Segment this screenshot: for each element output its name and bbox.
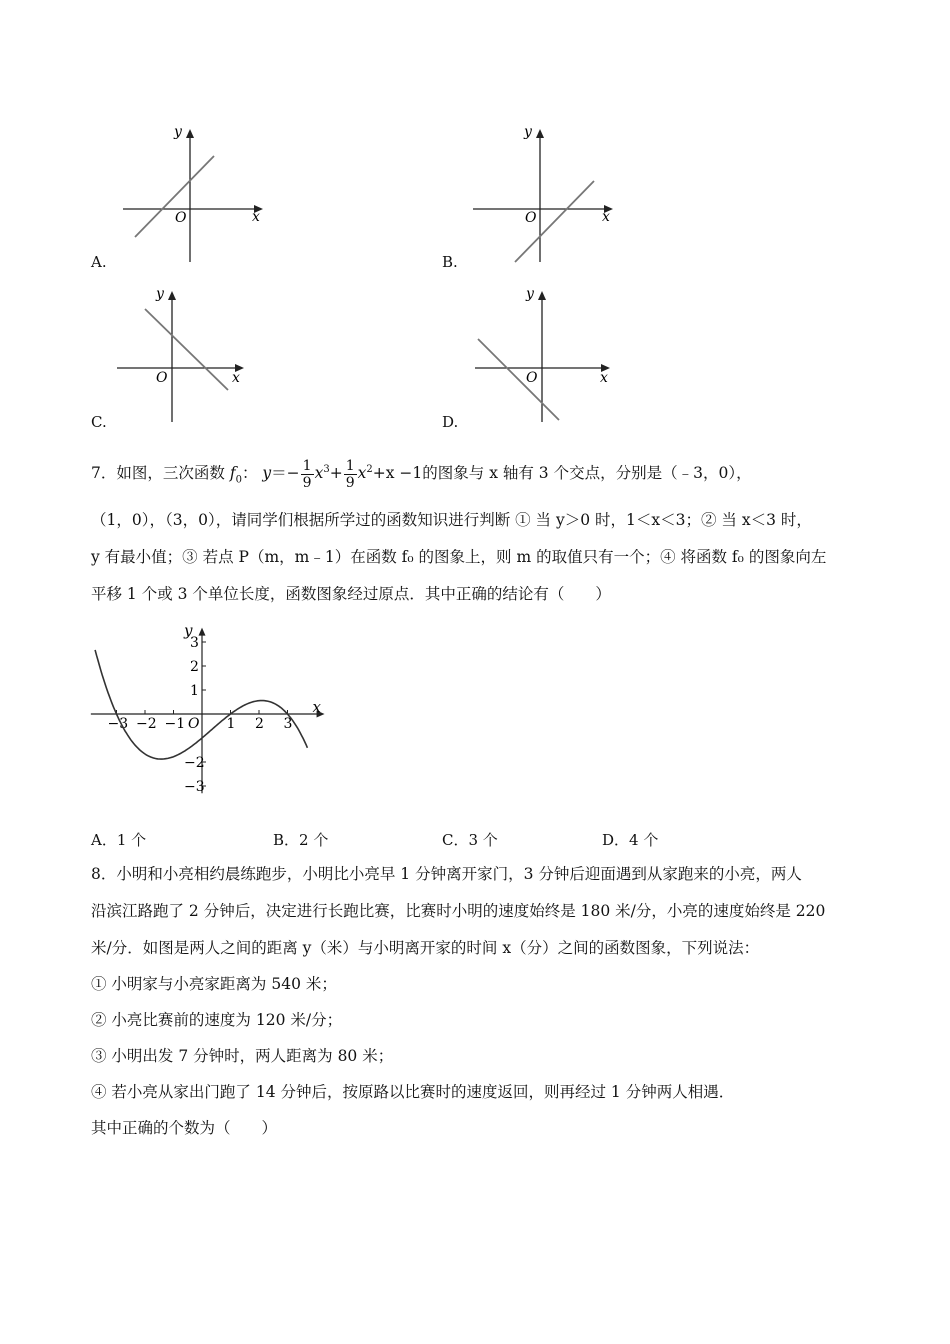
frac-numerator: 1 [345,457,355,474]
y-tick-label: −3 [184,779,205,795]
x-axis-label: x [252,209,260,225]
q6-label-a: A. [91,253,107,271]
q8-statement-3: ③ 小明出发 7 分钟时，两人距离为 80 米； [91,1047,394,1065]
frac-numerator: 1 [302,457,312,474]
x-tick-label: 2 [255,716,264,732]
q7-colon: ： [241,464,258,483]
frac-denominator: 9 [302,474,312,491]
q7-chart-svg [86,610,336,800]
q8-line-2: 沿滨江路跑了 2 分钟后，决定进行长跑比赛，比赛时小明的速度始终是 180 米/分，小亮的速度始终是 220 [91,902,826,920]
q7-x2: x [357,464,367,483]
y-axis-label: y [174,124,182,140]
y-tick-label: 2 [190,659,199,675]
q7-x3: x [314,464,324,483]
q6-graph-d [470,282,620,427]
y-axis-arrow [199,628,206,636]
x-axis-label: x [312,698,322,716]
q6-label-d: D. [442,413,459,431]
origin-label: O [156,370,168,386]
q7-option-b: B．2 个 [273,831,329,849]
y-axis-label: y [156,286,164,302]
q7-eq-tail: +x −1 [372,464,423,483]
q7-option-a: A．1 个 [91,831,147,849]
q7-plus: + [329,464,343,483]
q7-frac-1 [301,458,314,491]
x-tick-label: −1 [164,716,186,732]
q7-eq-y: y [262,464,272,483]
q6-option-b [468,120,618,270]
q6-option-c [112,282,262,427]
q6-graph-a [118,120,268,270]
y-axis-label: y [184,621,193,640]
origin-label: O [526,370,538,386]
x-axis-label: x [600,370,608,386]
q7-f0-sub: 0 [235,474,242,486]
x-tick-label: −3 [107,716,129,732]
y-tick-label: 1 [190,683,199,699]
origin-label: O [525,210,537,226]
q8-line-3: 米/分．如图是两人之间的距离 y（米）与小明离开家的时间 x（分）之间的函数图象，下列说法： [91,939,760,957]
q7-x3-sup: 3 [323,464,330,475]
x-tick-label: 3 [283,716,293,732]
origin-label: O [175,210,187,226]
q8-statement-1: ① 小明家与小亮家距离为 540 米； [91,975,337,993]
q7-frac-2 [344,458,357,491]
q7-option-d: D．4 个 [602,831,659,849]
q6-graph-c [112,282,262,427]
q7-line-2: （1，0），（3，0），请同学们根据所学过的函数知识进行判断 ① 当 y＞0 时，1＜x＜3；② 当 x＜3 时， [91,511,812,529]
frac-denominator: 9 [345,474,355,491]
q7-intro: 如图，三次函数 [116,464,225,483]
x-tick-label: 1 [226,716,236,732]
y-tick-label: 3 [190,635,199,651]
y-axis-label: y [526,286,534,302]
q7-intro-2: 的图象与 x 轴有 3 个交点，分别是（﹣3，0）， [422,464,752,483]
x-tick-label: −2 [136,716,157,732]
q7-option-c: C．3 个 [442,831,498,849]
q7-line-1 [91,455,752,495]
x-axis-label: x [602,209,610,225]
q6-option-d [470,282,620,427]
q7-chart [86,610,336,800]
y-axis-label: y [524,124,532,140]
q8-line-1: 8．小明和小亮相约晨练跑步，小明比小亮早 1 分钟离开家门，3 分钟后迎面遇到从家跑来的小亮，两人 [91,865,802,883]
y-tick-label: −2 [184,755,205,771]
q7-x2-sup: 2 [366,464,373,475]
origin-label: O [188,716,200,732]
q8-statement-2: ② 小亮比赛前的速度为 120 米/分； [91,1011,343,1029]
q7-f0: f [229,464,236,483]
q6-label-b: B. [442,253,458,271]
q7-eq-equals: ＝− [271,464,300,483]
q6-label-c: C. [91,413,107,431]
q7-line-4: 平移 1 个或 3 个单位长度，函数图象经过原点．其中正确的结论有（ ） [91,585,611,603]
q8-question: 其中正确的个数为（ ） [91,1119,278,1137]
q7-number: 7． [91,464,117,483]
q8-statement-4: ④ 若小亮从家出门跑了 14 分钟后，按原路以比赛时的速度返回，则再经过 1 分钟两人相遇． [91,1083,735,1101]
q6-option-a [118,120,268,270]
q6-graph-b [468,120,618,270]
cubic-curve [95,650,307,759]
x-axis-label: x [232,370,240,386]
q7-line-3: y 有最小值；③ 若点 P（m，m﹣1）在函数 f₀ 的图象上，则 m 的取值只有一个；④ 将函数 f₀ 的图象向左 [91,548,827,566]
